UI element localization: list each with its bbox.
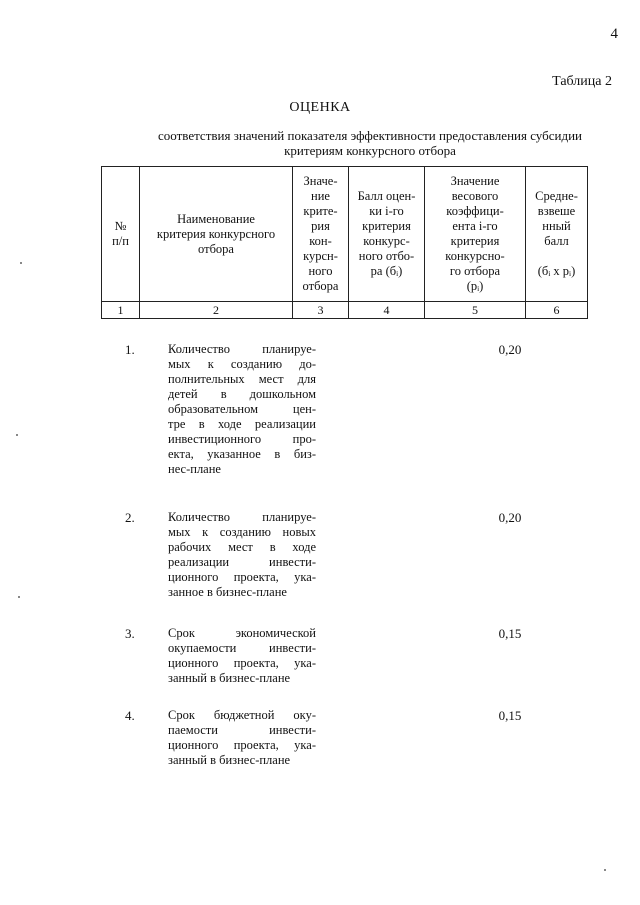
text-line: критерия [450,234,500,248]
text-line: балл [544,234,569,248]
text-line: Срок бюджетной оку- [168,708,316,722]
row-weight-value: 0,20 [498,342,522,357]
text-line: Наименование [177,211,255,226]
text-line: екта, указанное в биз- [168,447,316,461]
text-line: образовательном цен- [168,402,316,416]
column-number-cell: 2 [140,302,293,319]
subtitle-line: критериям конкурсного отбора [284,143,456,158]
text-line: ние [311,189,330,203]
header-col-criterion-value [293,167,349,302]
column-number-cell: 5 [425,302,526,319]
text-line: взвеше [537,204,576,218]
row-number: 4. [125,708,135,723]
row-criterion-name [168,342,316,477]
text-line: Значение [450,174,500,188]
text-line: Количество планируе- [168,510,316,524]
row-weight-value: 0,15 [498,626,522,641]
text-line: конкурсно- [445,249,505,263]
text-line: п/п [112,234,129,248]
subtitle-line: соответствия значений показателя эффективности предоставления субсидии [157,128,583,143]
header-col-weighted-score [526,167,588,302]
text-line: нный [542,219,571,233]
header-col-weight [425,167,526,302]
text-line: ного [308,264,333,278]
row-weight-value: 0,20 [498,510,522,525]
text-line: коэффици- [446,204,504,218]
text-line: детей в дошкольном [168,387,316,401]
text-line: нес-плане [168,462,221,476]
row-criterion-name [168,626,316,686]
text-line: полнительных мест для [168,372,316,386]
header-col-score [349,167,425,302]
text-line: ционного проекта, ука- [168,738,316,752]
text-line: (pᵢ) [466,279,484,293]
text-line: окупаемости инвести- [168,641,316,655]
text-line: тре в ходе реализации [168,417,316,431]
text-line: Средне- [535,189,578,203]
row-number: 1. [125,342,135,357]
text-line: паемости инвести- [168,723,316,737]
text-line: (бᵢ x pᵢ) [537,264,576,278]
text-line: критерия [362,219,411,233]
criteria-table-header [101,166,588,319]
column-number-cell: 6 [526,302,588,319]
text-line: конкурс- [363,234,410,248]
text-line: мых к созданию до- [168,357,316,371]
row-number: 2. [125,510,135,525]
text-line: ра (бᵢ) [370,264,403,278]
text-line: крите- [303,204,338,218]
text-line: занный в бизнес-плане [168,753,291,767]
header-col-criterion-name [140,167,293,302]
text-line: занное в бизнес-плане [168,585,287,599]
text-line: инвестиционного про- [168,432,316,446]
row-weight-value: 0,15 [498,708,522,723]
text-line: ного отбо- [358,249,415,263]
text-line: мых к созданию новых [168,525,316,539]
scan-speck [18,596,20,598]
column-number-cell: 1 [102,302,140,319]
text-line: критерия конкурсного [156,226,276,241]
text-line: ента i-го [452,219,498,233]
text-line: кон- [309,234,332,248]
text-line: Количество планируе- [168,342,316,356]
scan-speck [16,434,18,436]
text-line: Балл оцен- [357,189,416,203]
text-line: го отбора [449,264,501,278]
text-line: Значе- [303,174,338,188]
text-line: занный в бизнес-плане [168,671,291,685]
text-line: отбора [198,241,234,256]
text-line: реализации инвести- [168,555,316,569]
text-line: Срок экономической [168,626,316,640]
text-line: рия [311,219,330,233]
text-line: рабочих мест в ходе [168,540,316,554]
page-number: 4 [610,26,618,42]
text-line: отбора [302,279,339,293]
scan-speck [604,869,606,871]
column-number-cell: 3 [293,302,349,319]
document-subtitle [120,128,620,158]
row-criterion-name [168,510,316,600]
text-line: № [114,219,127,233]
text-line: ки i-го [369,204,404,218]
header-col-number [102,167,140,302]
document-title: ОЦЕНКА [289,100,351,115]
text-line: ционного проекта, ука- [168,656,316,670]
table-label: Таблица 2 [552,74,612,89]
text-line [528,249,585,264]
text-line: курсн- [303,249,338,263]
text-line: весового [451,189,499,203]
column-number-cell: 4 [349,302,425,319]
row-criterion-name [168,708,316,768]
text-line: ционного проекта, ука- [168,570,316,584]
scan-speck [20,262,22,264]
row-number: 3. [125,626,135,641]
